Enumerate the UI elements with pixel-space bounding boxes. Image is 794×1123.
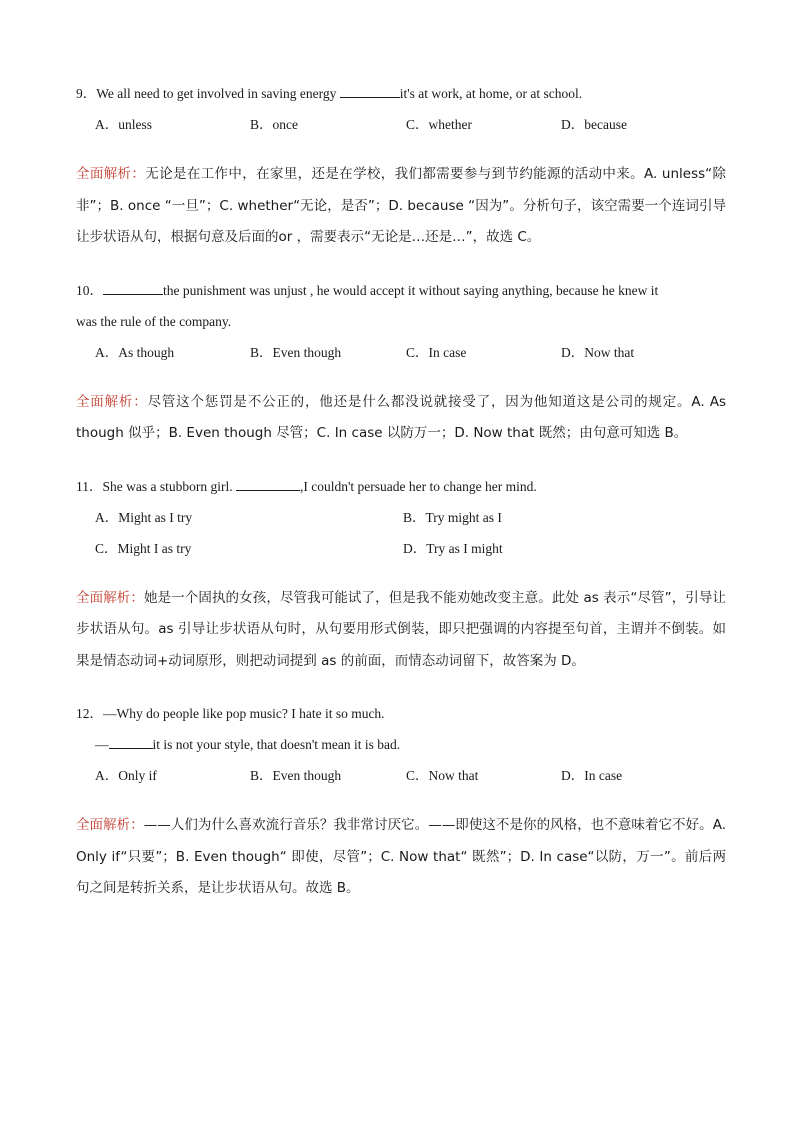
option-d: D．In case	[561, 768, 623, 783]
question-10	[76, 275, 726, 337]
analysis-label: 全面解析：	[76, 817, 144, 833]
option-d: D．Try as I might	[403, 540, 503, 556]
answer-blank	[109, 734, 153, 749]
question-12	[76, 698, 726, 760]
option-d: D．Now that	[561, 344, 635, 360]
analysis	[76, 583, 726, 678]
option-a: A．As though	[95, 344, 175, 360]
analysis-text: 尽管这个惩罚是不公正的，他还是什么都没说就接受了，因为他知道这是公司的规定。A. As though 似乎；B. Even though 尽管；C. In case 以防万一；D. Now that 既然；由句意可知选 B。	[76, 393, 727, 441]
question-stem: 10． the punishment was unjust , he would accept it without saying anything, because he knew it	[76, 275, 726, 306]
analysis-label: 全面解析：	[76, 393, 148, 410]
option-b: B．once	[250, 117, 298, 132]
question-11	[76, 471, 726, 502]
analysis-text: 无论是在工作中，在家里，还是在学校，我们都需要参与到节约能源的活动中来。A. unless“除非”；B. once “一旦”；C. whether“无论，是否”；D. because “因为”。分析句子，该空需要一个连词引导让步状语从句，根据句意及后面的or ，需要表示“无论是…还是…”，故选 C。	[76, 166, 727, 245]
question-stem-continued: was the rule of the company.	[76, 313, 232, 329]
question-number: 12．	[76, 706, 103, 721]
option-a: A．unless	[95, 117, 152, 132]
option-d: D．because	[561, 117, 627, 132]
worksheet-page	[76, 78, 726, 926]
option-c: C．whether	[406, 117, 472, 132]
option-c: C．In case	[406, 344, 467, 360]
option-b: B．Even though	[250, 344, 342, 360]
question-number: 10．	[76, 282, 103, 298]
question-9	[76, 78, 726, 109]
analysis-label: 全面解析：	[76, 166, 146, 182]
option-a: A．Might as I try	[95, 509, 193, 525]
option-b: B．Even though	[250, 768, 342, 783]
question-stem: 12．—Why do people like pop music? I hate it so much.	[76, 706, 385, 721]
analysis-label: 全面解析：	[76, 589, 144, 606]
analysis	[76, 159, 726, 254]
analysis-text: 她是一个固执的女孩，尽管我可能试了，但是我不能劝她改变主意。此处 as 表示“尽管”，引导让步状语从句。as 引导让步状语从句时，从句要用形式倒装，即只把强调的内容提至句首，主谓并不倒装。如果是情态动词+动词原形，则把动词提到 as 的前面，而情态动词留下，故答案为 D。	[76, 589, 726, 669]
question-stem: 11．She was a stubborn girl. ,I couldn't persuade her to change her mind.	[76, 471, 726, 502]
options-list	[76, 337, 726, 368]
question-number: 11．	[76, 478, 103, 494]
analysis-text: ——人们为什么喜欢流行音乐？我非常讨厌它。——即使这不是你的风格，也不意味着它不好。A. Only if“只要”；B. Even though“ 即使，尽管”；C. Now that“ 既然”；D. In case“以防，万一”。前后两句之间是转折关系，是让步状语从句。故选 B。	[76, 817, 726, 896]
options-list	[76, 109, 726, 140]
option-b: B．Try might as I	[403, 509, 502, 525]
options-list	[76, 760, 726, 791]
answer-blank	[340, 83, 400, 98]
analysis	[76, 387, 726, 450]
analysis	[76, 810, 726, 905]
answer-blank	[103, 280, 163, 295]
option-c: C．Might I as try	[95, 540, 192, 556]
question-stem: 9．We all need to get involved in saving energy it's at work, at home, or at school.	[76, 78, 726, 109]
option-a: A．Only if	[95, 768, 157, 783]
answer-blank	[236, 476, 300, 491]
options-list	[76, 502, 726, 564]
option-c: C．Now that	[406, 768, 479, 783]
question-reply: — it is not your style, that doesn't mean it is bad.	[76, 729, 726, 760]
question-number: 9．	[76, 86, 97, 101]
